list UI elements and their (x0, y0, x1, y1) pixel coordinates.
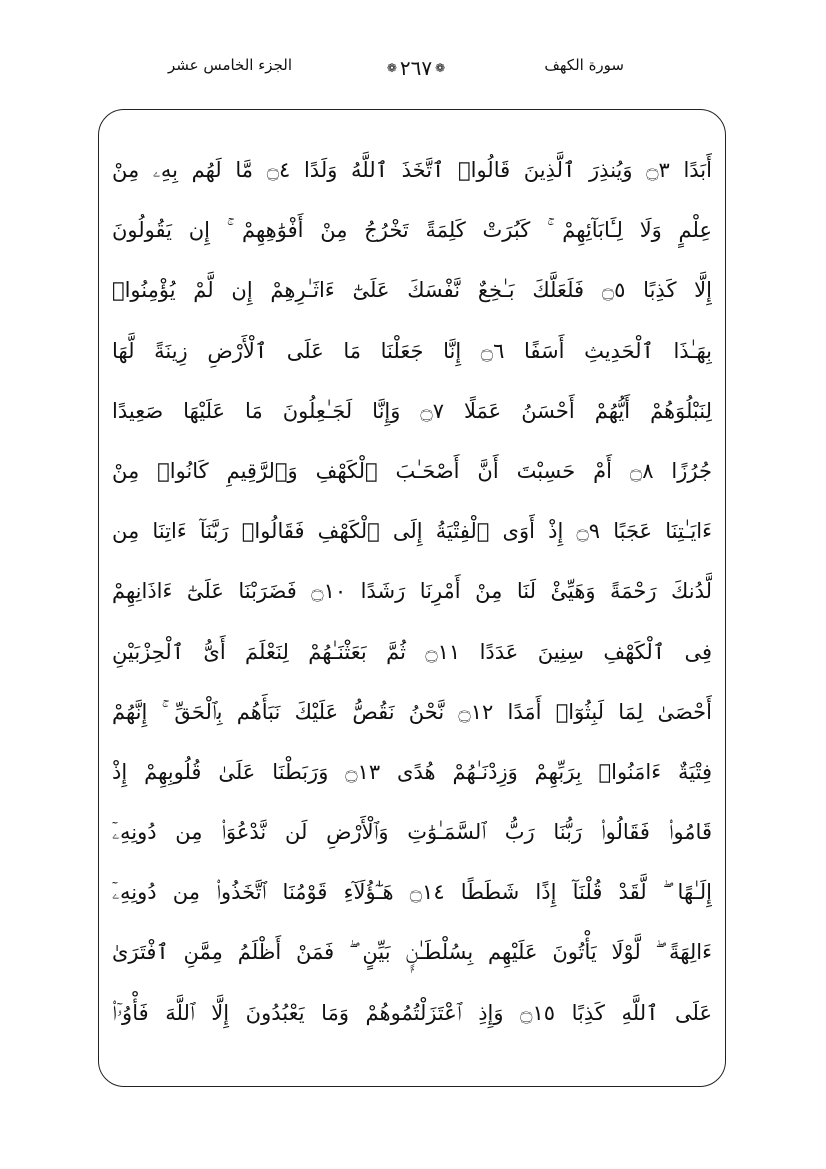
text-line: فِى ٱلْكَهْفِ سِنِينَ عَدَدًا ۝١١ ثُمَّ بَعَثْنَـٰهُمْ لِنَعْلَمَ أَىُّ ٱلْحِزْبَيْنِ (112, 639, 712, 664)
text-line: جُرُزًا ۝٨ أَمْ حَسِبْتَ أَنَّ أَصْحَـٰبَ ٱلْكَهْفِ وَٱلرَّقِيمِ كَانُوا۟ مِنْ (112, 458, 712, 483)
page-number: ٢٦٧ (399, 56, 433, 80)
verse-text-block (112, 140, 712, 1043)
text-line: عِلْمٍ وَلَا لِـَٔابَآئِهِمْ ۚ كَبُرَتْ كَلِمَةً تَخْرُجُ مِنْ أَفْوَٰهِهِمْ ۚ إِن يَقُولُونَ (112, 218, 712, 243)
text-line: لَّدُنكَ رَحْمَةً وَهَيِّئْ لَنَا مِنْ أَمْرِنَا رَشَدًا ۝١٠ فَضَرَبْنَا عَلَىٰٓ ءَاذَانِهِمْ (112, 579, 712, 604)
ornament-left-icon: ❁ (386, 61, 397, 75)
juz-title: الجزء الخامس عشر (167, 56, 292, 74)
text-line: قَامُوا۟ فَقَالُوا۟ رَبُّنَا رَبُّ ٱلسَّمَـٰوَٰتِ وَٱلْأَرْضِ لَن نَّدْعُوَا۟ مِن دُونِهِۦٓ (112, 820, 712, 845)
page-number-block (376, 52, 456, 84)
text-line: أَبَدًا ۝٣ وَيُنذِرَ ٱلَّذِينَ قَالُوا۟ ٱتَّخَذَ ٱللَّهُ وَلَدًا ۝٤ مَّا لَهُم بِهِۦ مِنْ (112, 158, 712, 182)
text-line: عَلَى ٱللَّهِ كَذِبًا ۝١٥ وَإِذِ ٱعْتَزَلْتُمُوهُمْ وَمَا يَعْبُدُونَ إِلَّا ٱللَّهَ فَأْوُۥٓا۟ (112, 1000, 712, 1025)
text-line: أَحْصَىٰ لِمَا لَبِثُوٓا۟ أَمَدًا ۝١٢ نَّحْنُ نَقُصُّ عَلَيْكَ نَبَأَهُم بِٱلْحَقِّ ۚ إِنَّهُمْ (112, 699, 712, 724)
page-header (0, 50, 826, 90)
text-line: إِلَـٰهًا ۖ لَّقَدْ قُلْنَآ إِذًا شَطَطًا ۝١٤ هَـٰٓؤُلَآءِ قَوْمُنَا ٱتَّخَذُوا۟ مِن دُونِهِۦٓ (112, 880, 712, 905)
text-line: بِهَـٰذَا ٱلْحَدِيثِ أَسَفًا ۝٦ إِنَّا جَعَلْنَا مَا عَلَى ٱلْأَرْضِ زِينَةً لَّهَا (112, 338, 712, 363)
text-line: لِنَبْلُوَهُمْ أَيُّهُمْ أَحْسَنُ عَمَلًا ۝٧ وَإِنَّا لَجَـٰعِلُونَ مَا عَلَيْهَا صَعِيدًا (112, 398, 712, 423)
surah-title: سورة الكهف (544, 56, 624, 74)
ornament-right-icon: ❁ (435, 61, 446, 75)
text-line: ءَالِهَةً ۖ لَّوْلَا يَأْتُونَ عَلَيْهِم بِسُلْطَـٰنٍۭ بَيِّنٍ ۖ فَمَنْ أَظْلَمُ مِمَّنِ ٱفْتَرَىٰ (112, 940, 712, 965)
text-line: فِتْيَةٌ ءَامَنُوا۟ بِرَبِّهِمْ وَزِدْنَـٰهُمْ هُدًى ۝١٣ وَرَبَطْنَا عَلَىٰ قُلُوبِهِمْ إِذْ (112, 759, 712, 784)
text-line: ءَايَـٰتِنَا عَجَبًا ۝٩ إِذْ أَوَى ٱلْفِتْيَةُ إِلَى ٱلْكَهْفِ فَقَالُوا۟ رَبَّنَآ ءَاتِنَا مِن (112, 519, 712, 544)
text-line: إِلَّا كَذِبًا ۝٥ فَلَعَلَّكَ بَـٰخِعٌ نَّفْسَكَ عَلَىٰٓ ءَاثَـٰرِهِمْ إِن لَّمْ يُؤْمِنُوا۟ (112, 278, 712, 303)
